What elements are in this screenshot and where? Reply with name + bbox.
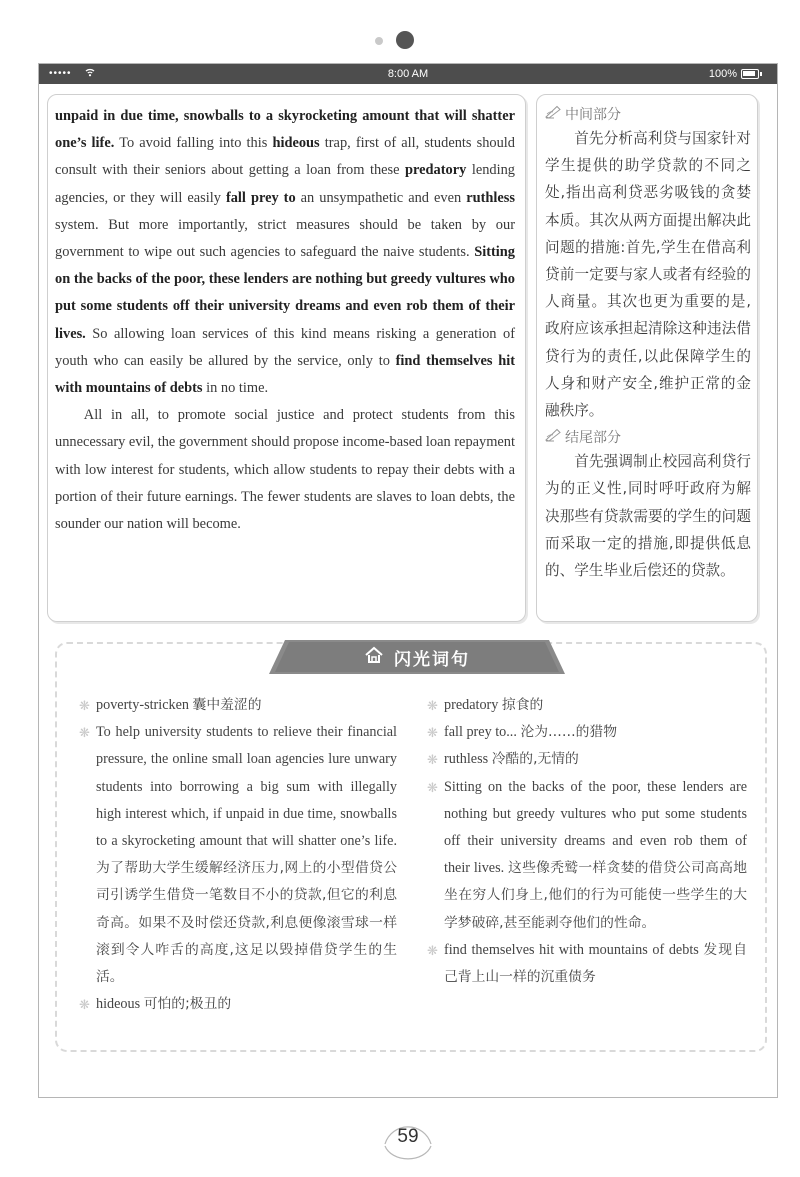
middle-section-text: 首先分析高利贷与国家针对学生提供的助学贷款的不同之处,指出高利贷恶劣吸钱的贪婪本质。其次从两方面提出解决此问题的措施:首先,学生在借高利贷前一定要与家人或者有经验的人商量。其次也更为重要的是,政府应该承担起清除这种违法借贷行为的责任,以此保障学生的人身和财产安全,维护正常的金融秩序。 (545, 130, 751, 420)
bold-phrase: fall prey to (225, 189, 296, 206)
flash-banner (267, 638, 567, 676)
flash-item-chinese: 可怕的;极丑的 (143, 996, 232, 1013)
snowflake-bullet-icon: ❋ (427, 752, 438, 768)
flash-item-chinese: 为了帮助大学生缓解经济压力,网上的小型借贷公司引诱学生借贷一笔数目不小的贷款,但它的利息奇高。如果不及时偿还贷款,利息便像滚雪球一样滚到令人咋舌的高度,这足以毁掉借贷学生的生活。 (96, 860, 397, 986)
bold-phrase: predatory (405, 162, 467, 179)
flash-list-item (427, 774, 747, 937)
pen-icon (545, 105, 563, 123)
flash-item-english: predatory (444, 697, 502, 713)
pen-icon (545, 428, 563, 446)
flash-item-english: poverty-stricken (96, 697, 193, 713)
snowflake-bullet-icon: ❋ (427, 725, 438, 741)
end-section-text: 首先强调制止校园高利贷行为的正义性,同时呼吁政府为解决那些有贷款需要的学生的问题而采取一定的措施,即提供低息的、学生毕业后偿还的贷款。 (545, 453, 751, 580)
flash-item-english: ruthless (444, 751, 492, 768)
flash-list-item (427, 937, 747, 991)
flash-item-chinese: 沦为……的猎物 (520, 724, 618, 741)
bold-phrase: hideous (272, 135, 320, 152)
flash-item-english: hideous (96, 996, 144, 1013)
status-time: 8:00 AM (387, 68, 429, 80)
camera-dot-large (396, 31, 414, 49)
flash-list-item (427, 746, 747, 773)
bold-phrase: ruthless (466, 189, 515, 206)
essay-paragraph-1 (55, 103, 515, 402)
book-icon (364, 646, 384, 669)
flash-list-item (427, 692, 747, 719)
flash-phrases-box (55, 642, 767, 1052)
end-section-heading: 结尾部分 (545, 426, 751, 448)
flash-item-chinese: 掠食的 (501, 697, 544, 713)
text-run: trap, first of all, students should consult with their seniors about getting a loan from these (55, 135, 515, 179)
essay-text-box (47, 94, 526, 622)
device-frame (38, 63, 778, 1098)
signal-icon: ••••• (49, 68, 72, 79)
flash-item-chinese: 这些像秃鹫一样贪婪的借贷公司高高地坐在穷人们身上,他们的行为可能使一些学生的大学梦破碎,甚至能剥夺他们的性命。 (444, 860, 748, 931)
text-run: lending agencies, or they will easily (55, 162, 516, 206)
camera-dot-small (375, 37, 383, 45)
flash-list-right (427, 692, 747, 991)
flash-item-english: find themselves hit with mountains of debts (444, 941, 704, 958)
bold-phrase: unpaid in due time, snowballs to a skyrocketing amount that will shatter one’s life. (55, 108, 515, 152)
flash-item-chinese: 冷酷的,无情的 (491, 751, 579, 768)
status-bar (39, 64, 777, 84)
text-run: an unsympathetic and even (295, 189, 467, 206)
bold-phrase: find themselves hit with mountains of debts (55, 352, 515, 397)
battery-percent: 100% (708, 68, 737, 80)
flash-item-chinese: 发现自己背上山一样的沉重债务 (444, 941, 747, 986)
flash-list-left (79, 692, 397, 1018)
snowflake-bullet-icon: ❋ (79, 997, 90, 1013)
flash-list-item (427, 719, 747, 746)
snowflake-bullet-icon: ❋ (427, 779, 438, 795)
text-run: To avoid falling into this (114, 135, 273, 152)
flash-list-item (79, 692, 397, 719)
flash-item-english: To help university students to relieve their financial pressure, the online small loan agencies lure unwary students into borrowing a big sum with illegally high interest which, if unpaid in due time, snowballs to a skyrocketing amount that will shatter one’s life. (96, 724, 397, 850)
snowflake-bullet-icon: ❋ (427, 942, 438, 958)
flash-item-english: fall prey to... (444, 724, 521, 741)
flash-item-chinese: 囊中羞涩的 (192, 697, 262, 713)
middle-section-heading: 中间部分 (545, 103, 751, 125)
text-run: in no time. (202, 380, 269, 397)
flash-banner-title: 闪光词句 (267, 638, 567, 676)
analysis-side-box (536, 94, 758, 622)
snowflake-bullet-icon: ❋ (79, 698, 90, 713)
flash-list-item (79, 719, 397, 991)
flash-list-item (79, 991, 397, 1018)
bold-phrase: Sitting on the backs of the poor, these lenders are nothing but greedy vultures who put some students off their university dreams and even rob them of their lives. (55, 244, 515, 342)
battery-icon (741, 69, 759, 79)
page-number: 59 (381, 1114, 435, 1160)
flash-item-english: Sitting on the backs of the poor, these lenders are nothing but greedy vultures who put some students off their university dreams and even rob them of their lives. (444, 778, 747, 877)
snowflake-bullet-icon: ❋ (79, 725, 90, 741)
essay-paragraph-2: All in all, to promote social justice and protect students from this unnecessary evil, the government should propose income-based loan repayment with low interest for students, which allow students to repay their debts with a portion of their future earnings. The fewer students are slaves to loan debts, the sounder our nation will become. (55, 407, 515, 533)
text-run: So allowing loan services of this kind means risking a generation of youth who can easily be allured by the service, only to (55, 325, 515, 369)
text-run: system. But more importantly, strict measures should be taken by our government to wipe out such agencies to safeguard the naive students. (55, 216, 515, 261)
snowflake-bullet-icon: ❋ (427, 698, 438, 713)
